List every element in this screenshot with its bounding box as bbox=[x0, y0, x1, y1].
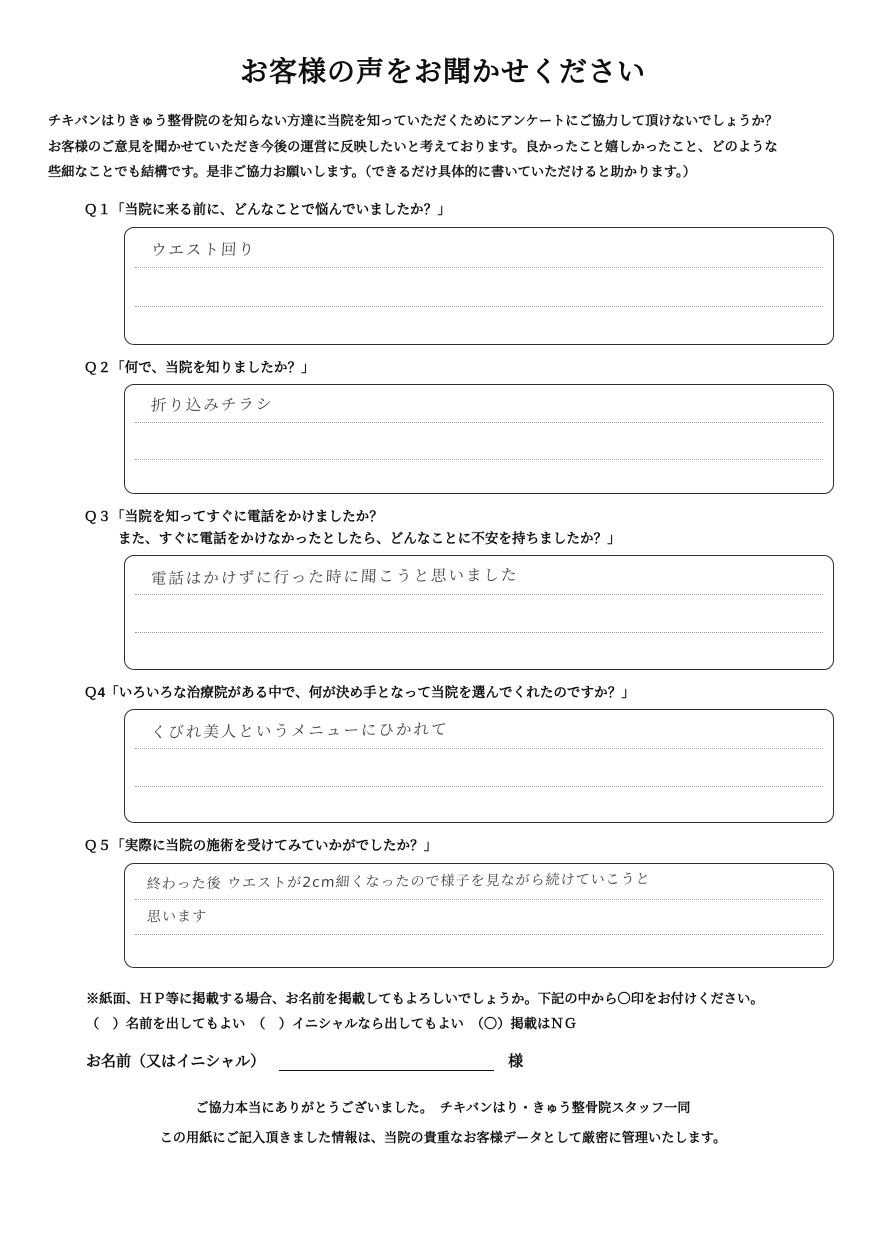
handwriting-answer-q3: 電話はかけずに行った時に聞こうと思いました bbox=[150, 566, 520, 588]
footer bbox=[46, 1093, 840, 1153]
question-label-q4-text: Ｑ4「いろいろな治療院がある中で、何が決め手となって当院を選んでくれたのですか？」 bbox=[84, 684, 636, 700]
question-label-q4 bbox=[84, 682, 840, 703]
answer-rule bbox=[135, 459, 823, 460]
answer-box-q2[interactable] bbox=[124, 384, 834, 494]
intro-text bbox=[48, 108, 838, 185]
question-label-q2-text: Ｑ２「何で、当院を知りましたか？」 bbox=[84, 359, 315, 375]
question-label-q3 bbox=[84, 506, 840, 549]
answer-box-q1[interactable] bbox=[124, 227, 834, 345]
answer-rule bbox=[135, 934, 823, 935]
consent-options[interactable]: （ ）名前を出してもよい （ ）イニシャルなら出してもよい （〇）掲載はＮＧ bbox=[86, 1015, 577, 1031]
intro-line-2: お客様のご意見を聞かせていただき今後の運営に反映したいと考えております。良かったこと嬉しかったこと、どのような bbox=[48, 138, 778, 154]
name-field-suffix: 様 bbox=[508, 1052, 524, 1070]
answer-rule bbox=[135, 594, 823, 595]
question-label-q2 bbox=[84, 357, 840, 378]
name-input[interactable] bbox=[279, 1054, 494, 1071]
consent-note bbox=[86, 986, 840, 1036]
answer-rule bbox=[135, 748, 823, 749]
question-label-q3-cont: また、すぐに電話をかけなかったとしたら、どんなことに不安を持ちましたか？」 bbox=[118, 530, 621, 546]
answer-box-q3[interactable] bbox=[124, 555, 834, 670]
handwriting-answer-q2: 折り込みチラシ bbox=[150, 395, 275, 415]
question-block-q4 bbox=[46, 682, 840, 823]
question-block-q3 bbox=[46, 506, 840, 670]
footer-thanks: ご協力本当にありがとうございました。 チキバンはり・きゅう整骨院スタッフ一同 bbox=[195, 1099, 691, 1115]
question-label-q1-text: Ｑ１「当院に来る前に、どんなことで悩んでいましたか？」 bbox=[84, 202, 451, 218]
answer-rule bbox=[135, 899, 823, 900]
question-label-q5-text: Ｑ５「実際に当院の施術を受けてみていかがでしたか？」 bbox=[84, 838, 438, 854]
question-label-q5 bbox=[84, 835, 840, 856]
answer-box-q5[interactable] bbox=[124, 863, 834, 968]
name-field-row bbox=[86, 1050, 840, 1071]
name-field-label: お名前（又はイニシャル） bbox=[86, 1052, 266, 1070]
answer-rule bbox=[135, 422, 823, 423]
intro-line-1: チキバンはりきゅう整骨院のを知らない方達に当院を知っていただくためにアンケートにご協力して頂けないでしょうか？ bbox=[48, 113, 779, 128]
footer-privacy: この用紙にご記入頂きました情報は、当院の貴重なお客様データとして厳密に管理いたします。 bbox=[159, 1129, 727, 1145]
question-block-q2 bbox=[46, 357, 840, 494]
answer-rule bbox=[135, 786, 823, 787]
question-block-q1 bbox=[46, 199, 840, 344]
consent-note-line-1: ※紙面、ＨＰ等に掲載する場合、お名前を掲載してもよろしいでしょうか。下記の中から〇印をお付けください。 bbox=[86, 990, 764, 1006]
answer-rule bbox=[135, 267, 823, 268]
handwriting-answer-q5-line2: 思います bbox=[146, 908, 208, 926]
question-block-q5 bbox=[46, 835, 840, 967]
intro-line-3: 些細なことでも結構です。是非ご協力お願いします。（できるだけ具体的に書いていただけると助かります。） bbox=[48, 164, 697, 180]
handwriting-answer-q4: くびれ美人というメニューにひかれて bbox=[150, 720, 450, 742]
answer-box-q4[interactable] bbox=[124, 709, 834, 823]
question-label-q3-text: Ｑ３「当院を知ってすぐに電話をかけましたか？ bbox=[84, 509, 383, 525]
page-title: お客様の声をお聞かせください bbox=[239, 56, 646, 87]
question-label-q1 bbox=[84, 199, 840, 220]
handwriting-answer-q5: 終わった後 ウエストが2cm細くなったので様子を見ながら続けていこうと bbox=[146, 871, 652, 893]
answer-rule bbox=[135, 306, 823, 307]
answer-rule bbox=[135, 632, 823, 633]
handwriting-answer-q1: ウエスト回り bbox=[150, 240, 257, 260]
